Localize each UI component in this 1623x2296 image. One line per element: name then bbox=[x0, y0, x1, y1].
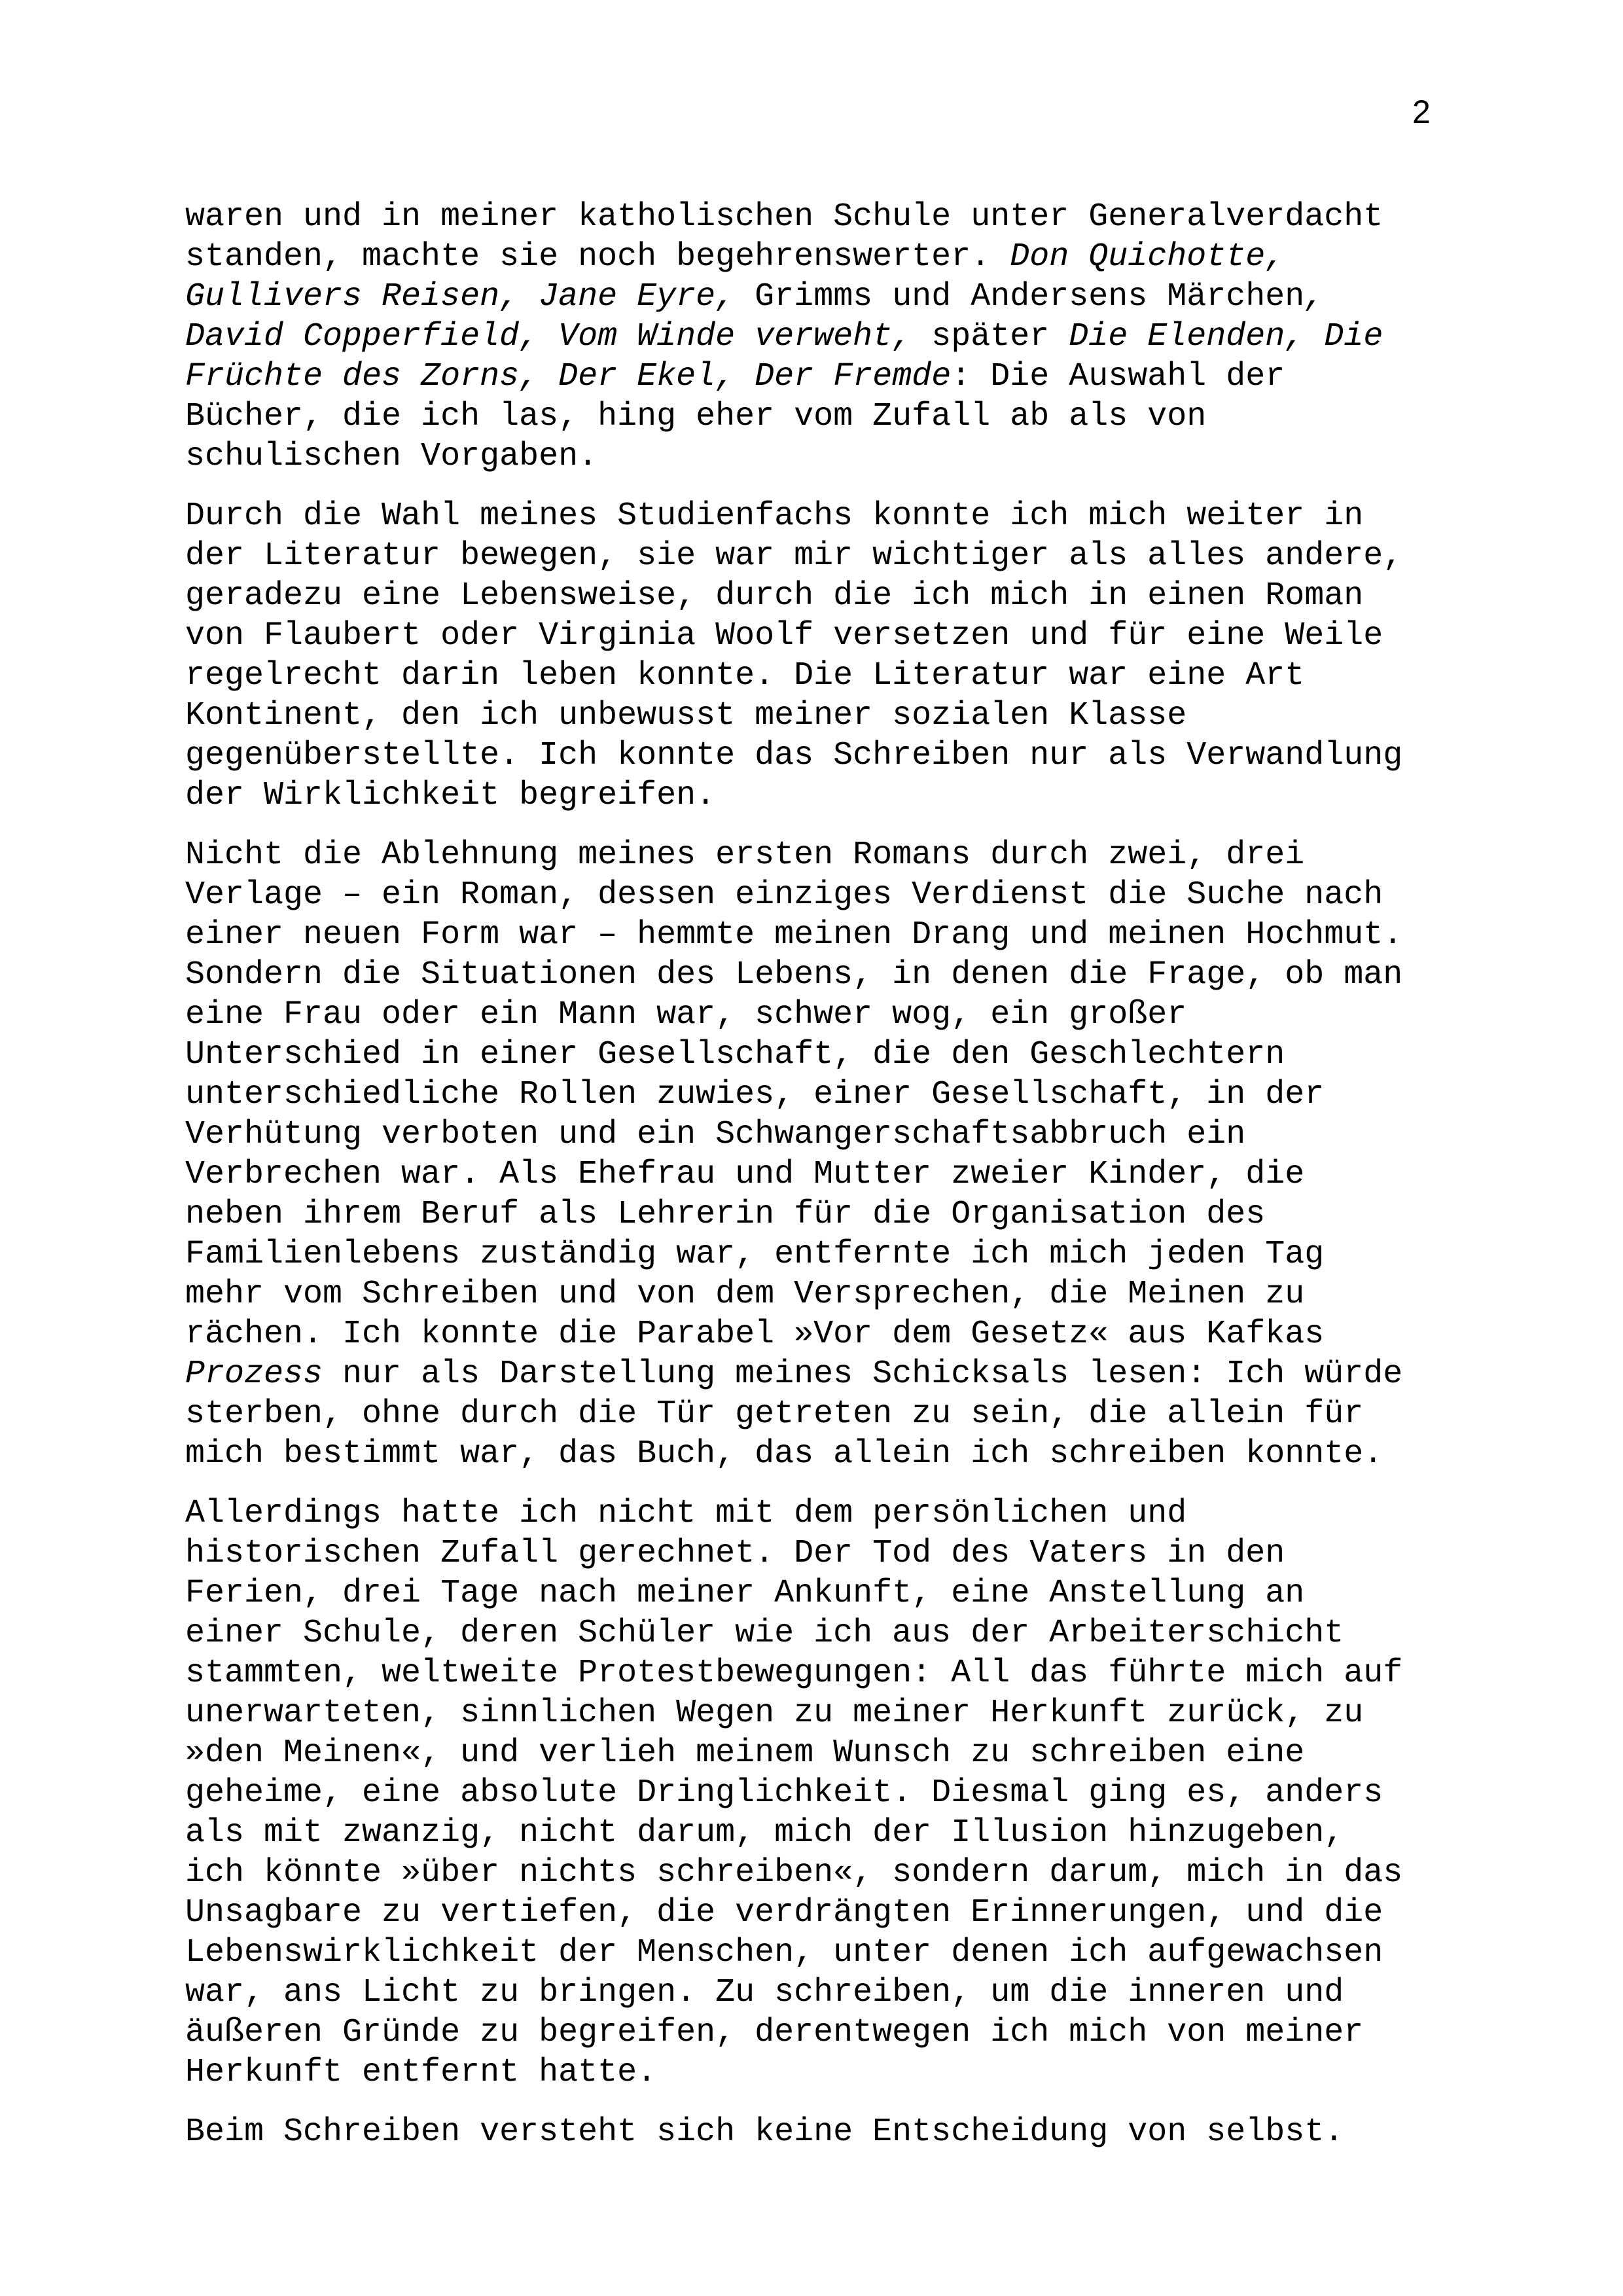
text-run bbox=[519, 278, 539, 315]
text-run: Nicht die Ablehnung meines ersten Romans durch zwei, drei bbox=[185, 836, 1305, 874]
text-line bbox=[185, 616, 1442, 656]
italic-text-run: David Copperfield, bbox=[185, 318, 539, 355]
text-run: Kontinent, den ich unbewusst meiner sozialen Klasse bbox=[185, 697, 1187, 734]
text-run: Grimms und Andersens Märchen bbox=[735, 278, 1305, 315]
text-line bbox=[185, 696, 1442, 736]
text-line bbox=[185, 736, 1442, 776]
text-line bbox=[185, 776, 1442, 816]
text-run: von Flaubert oder Virginia Woolf versetzen und für eine Weile bbox=[185, 617, 1383, 655]
document-body bbox=[185, 197, 1442, 2172]
text-run bbox=[1304, 318, 1324, 355]
paragraph bbox=[185, 1494, 1442, 2092]
text-line bbox=[185, 1853, 1442, 1893]
text-line bbox=[185, 197, 1442, 237]
text-line bbox=[185, 1613, 1442, 1653]
text-line bbox=[185, 1075, 1442, 1115]
text-line bbox=[185, 357, 1442, 397]
text-line bbox=[185, 496, 1442, 536]
text-run: mich bestimmt war, das Buch, das allein ich schreiben konnte. bbox=[185, 1435, 1383, 1473]
text-run: waren und in meiner katholischen Schule unter Generalverdacht bbox=[185, 198, 1383, 236]
text-line bbox=[185, 1234, 1442, 1274]
text-line bbox=[185, 1274, 1442, 1314]
text-line bbox=[185, 1973, 1442, 2013]
text-line bbox=[185, 1893, 1442, 1933]
text-run: nur als Darstellung meines Schicksals lesen: Ich würde bbox=[323, 1355, 1403, 1393]
text-run: einer Schule, deren Schüler wie ich aus der Arbeiterschicht bbox=[185, 1615, 1344, 1652]
text-line bbox=[185, 1933, 1442, 1973]
italic-text-run: Don Quichotte, bbox=[1010, 238, 1285, 276]
text-run: Herkunft entfernt hatte. bbox=[185, 2054, 657, 2091]
text-run bbox=[539, 318, 558, 355]
text-line bbox=[185, 2013, 1442, 2053]
text-run: gegenüberstellte. Ich konnte das Schreiben nur als Verwandlung bbox=[185, 737, 1403, 774]
text-line bbox=[185, 1035, 1442, 1075]
text-run: mehr vom Schreiben und von dem Versprechen, die Meinen zu bbox=[185, 1276, 1305, 1313]
text-run: geradezu eine Lebensweise, durch die ich mich in einen Roman bbox=[185, 577, 1364, 615]
text-line bbox=[185, 1314, 1442, 1354]
italic-text-run: Der Fremde bbox=[755, 358, 952, 395]
text-line bbox=[185, 835, 1442, 875]
text-run bbox=[539, 358, 558, 395]
text-line bbox=[185, 536, 1442, 576]
text-run: geheime, eine absolute Dringlichkeit. Diesmal ging es, anders bbox=[185, 1774, 1383, 1812]
text-run: neben ihrem Beruf als Lehrerin für die Organisation des bbox=[185, 1196, 1266, 1233]
italic-text-run: Früchte des Zorns, bbox=[185, 358, 539, 395]
text-line bbox=[185, 1693, 1442, 1733]
text-line bbox=[185, 1494, 1442, 1534]
italic-text-run: Prozess bbox=[185, 1355, 323, 1393]
italic-text-run: Der Ekel, bbox=[558, 358, 736, 395]
text-run: Bücher, die ich las, hing eher vom Zufall ab als von bbox=[185, 398, 1207, 435]
text-line bbox=[185, 955, 1442, 995]
italic-text-run: Vom Winde verweht, bbox=[558, 318, 912, 355]
text-run bbox=[735, 358, 755, 395]
text-line bbox=[185, 1813, 1442, 1853]
text-line bbox=[185, 397, 1442, 437]
text-line bbox=[185, 1434, 1442, 1474]
text-line bbox=[185, 437, 1442, 476]
text-run: ich könnte »über nichts schreiben«, sondern darum, mich in das bbox=[185, 1854, 1403, 1892]
text-run: unterschiedliche Rollen zuwies, einer Gesellschaft, in der bbox=[185, 1076, 1325, 1113]
text-run: standen, machte sie noch begehrenswerter. bbox=[185, 238, 1010, 276]
text-run: Lebenswirklichkeit der Menschen, unter denen ich aufgewachsen bbox=[185, 1934, 1383, 1971]
text-line bbox=[185, 1653, 1442, 1693]
text-run: später bbox=[912, 318, 1069, 355]
text-run: Unsagbare zu vertiefen, die verdrängten Erinnerungen, und die bbox=[185, 1894, 1383, 1931]
paragraph bbox=[185, 496, 1442, 816]
text-run: historischen Zufall gerechnet. Der Tod des Vaters in den bbox=[185, 1535, 1285, 1572]
text-run: Durch die Wahl meines Studienfachs konnte ich mich weiter in bbox=[185, 497, 1364, 535]
text-run: äußeren Gründe zu begreifen, derentwegen ich mich von meiner bbox=[185, 2014, 1364, 2051]
italic-text-run: Die Elenden, bbox=[1069, 318, 1305, 355]
text-run: der Literatur bewegen, sie war mir wichtiger als alles andere, bbox=[185, 537, 1403, 575]
paragraph bbox=[185, 197, 1442, 476]
text-line bbox=[185, 1194, 1442, 1234]
text-line bbox=[185, 1773, 1442, 1813]
text-run: Familienlebens zuständig war, entfernte ich mich jeden Tag bbox=[185, 1236, 1325, 1273]
italic-text-run: Gullivers Reisen, bbox=[185, 278, 520, 315]
text-line bbox=[185, 1733, 1442, 1773]
text-run: einer neuen Form war – hemmte meinen Drang und meinen Hochmut. bbox=[185, 916, 1403, 954]
text-run: der Wirklichkeit begreifen. bbox=[185, 777, 716, 814]
italic-text-run: , bbox=[1304, 278, 1325, 315]
text-line bbox=[185, 995, 1442, 1035]
text-run: Allerdings hatte ich nicht mit dem persönlichen und bbox=[185, 1495, 1187, 1532]
text-run: sterben, ohne durch die Tür getreten zu sein, die allein für bbox=[185, 1395, 1364, 1433]
text-line bbox=[185, 1354, 1442, 1394]
text-line bbox=[185, 277, 1442, 317]
text-run: Verlage – ein Roman, dessen einziges Verdienst die Suche nach bbox=[185, 876, 1383, 914]
text-run: »den Meinen«, und verlieh meinem Wunsch zu schreiben eine bbox=[185, 1734, 1305, 1772]
text-line bbox=[185, 875, 1442, 915]
text-line bbox=[185, 576, 1442, 616]
text-run: rächen. Ich konnte die Parabel »Vor dem Gesetz« aus Kafkas bbox=[185, 1316, 1325, 1353]
paragraph bbox=[185, 2112, 1442, 2152]
text-line bbox=[185, 1573, 1442, 1613]
text-line bbox=[185, 2112, 1442, 2152]
paragraph bbox=[185, 835, 1442, 1474]
text-line bbox=[185, 1394, 1442, 1434]
text-line bbox=[185, 237, 1442, 277]
text-line bbox=[185, 1115, 1442, 1155]
page-number: 2 bbox=[1412, 94, 1431, 130]
italic-text-run: Die bbox=[1324, 318, 1383, 355]
text-run: Unterschied in einer Gesellschaft, die den Geschlechtern bbox=[185, 1036, 1285, 1073]
italic-text-run: Jane Eyre, bbox=[539, 278, 736, 315]
text-run: war, ans Licht zu bringen. Zu schreiben, um die inneren und bbox=[185, 1974, 1344, 2011]
text-run: stammten, weltweite Protestbewegungen: All das führte mich auf bbox=[185, 1655, 1403, 1692]
text-run: schulischen Vorgaben. bbox=[185, 438, 598, 475]
text-line bbox=[185, 317, 1442, 357]
text-run: Sondern die Situationen des Lebens, in denen die Frage, ob man bbox=[185, 956, 1403, 994]
text-line bbox=[185, 656, 1442, 696]
text-line bbox=[185, 1155, 1442, 1194]
text-run: Verbrechen war. Als Ehefrau und Mutter zweier Kinder, die bbox=[185, 1156, 1305, 1193]
text-run: : Die Auswahl der bbox=[951, 358, 1285, 395]
text-run: Ferien, drei Tage nach meiner Ankunft, eine Anstellung an bbox=[185, 1575, 1305, 1612]
text-run: regelrecht darin leben konnte. Die Literatur war eine Art bbox=[185, 657, 1305, 694]
text-run: eine Frau oder ein Mann war, schwer wog, ein großer bbox=[185, 996, 1187, 1033]
text-run: als mit zwanzig, nicht darum, mich der Illusion hinzugeben, bbox=[185, 1814, 1344, 1852]
text-line bbox=[185, 915, 1442, 955]
text-line bbox=[185, 1534, 1442, 1573]
text-run: Verhütung verboten und ein Schwangerschaftsabbruch ein bbox=[185, 1116, 1246, 1153]
text-run: unerwarteten, sinnlichen Wegen zu meiner Herkunft zurück, zu bbox=[185, 1695, 1364, 1732]
text-line bbox=[185, 2053, 1442, 2092]
text-run: Beim Schreiben versteht sich keine Entscheidung von selbst. bbox=[185, 2113, 1344, 2151]
